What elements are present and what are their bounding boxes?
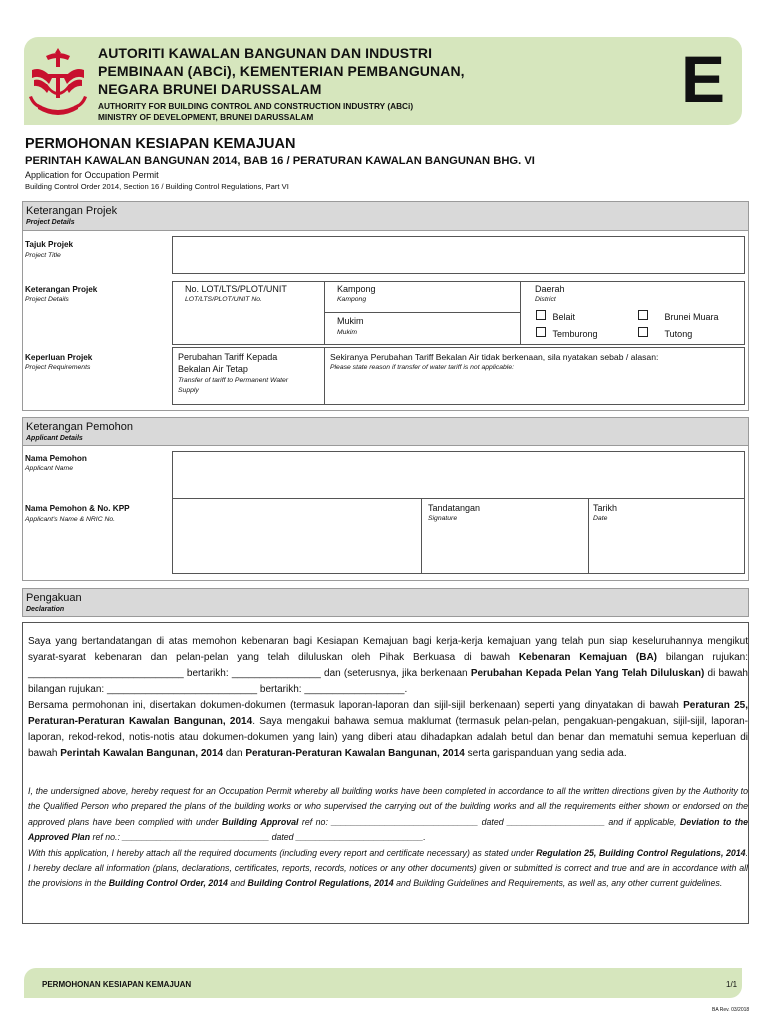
signature-label: Tandatangan	[428, 503, 481, 513]
decl-en-bold-5: Building Control Regulations, 2014	[247, 878, 394, 889]
decl-ms-text-1: Saya yang bertandatangan di atas memohon kebenaran bagi Kesiapan Kemajuan bagi kerja-kerja kemajuan yang telah pun siap keseluruhannya mengikut syarat-syarat kebenaran dan pelan-pelan yang telah diluluskan oleh Pihak Berkuasa di bawah	[28, 636, 748, 663]
decl-en-text-7: and Building Guidelines and Requirements, as well as, any other current guidelines.	[393, 878, 723, 889]
declaration-section-header	[22, 588, 749, 617]
project-details-label: Keterangan Projek	[25, 285, 98, 294]
decl-ms-text-5: . Saya mengakui bahawa semua maklumat (termasuk pelan-pelan, pengakuan-pengakuan, sijil-sijil, laporan-laporan, rekod-rekod, notis-notis atau dokumen-dokumen yang lain) yang diberi atau dihadapkan adalah betul dan benar dan mematuhi semua keperluan di bawah	[28, 716, 748, 759]
footer-revision: BA Rev. 03/2018	[712, 1007, 750, 1013]
header-subtitle	[98, 101, 413, 123]
form-subtitle: PERINTAH KAWALAN BANGUNAN 2014, BAB 16 / PERATURAN KAWALAN BANGUNAN BHG. VI	[25, 155, 535, 167]
decl-ms-bold-1: Kebenaran Kemajuan (BA)	[518, 652, 658, 663]
applicant-section-title: Keterangan Pemohon	[26, 421, 134, 433]
declaration-section-subtitle: Declaration	[26, 606, 65, 613]
checkbox-tutong[interactable]	[638, 327, 648, 337]
kampong-label-en: Kampong	[337, 296, 367, 303]
tariff-label	[178, 351, 324, 375]
project-req-label: Keperluan Projek	[25, 353, 93, 362]
checkbox-belait[interactable]	[536, 310, 546, 320]
project-section-title: Keterangan Projek	[26, 205, 118, 217]
district-option-tutong[interactable]	[638, 327, 692, 339]
declaration-malay-text	[28, 634, 748, 762]
signature-field[interactable]	[421, 498, 589, 574]
decl-en-text-1: I, the undersigned above, hereby request for an Occupation Permit whereby all building works have been completed in accordance to all the written directions given by the Authority to the Qualified Person who prepared the plans of the building works or who supervised the carrying out of the building works and all the requirements either shown or endorsed on the approved plans have been complied with under	[28, 786, 748, 827]
project-title-input[interactable]	[172, 236, 745, 274]
decl-ms-bold-3: Peraturan 25, Peraturan-Peraturan Kawalan Bangunan, 2014	[28, 700, 748, 727]
tariff-reason-label: Sekiranya Perubahan Tariff Bekalan Air tidak berkenaan, sila nyatakan sebab / alasan:	[330, 352, 659, 362]
tariff-reason-label-en: Please state reason if transfer of water tariff is not applicable:	[330, 364, 514, 371]
decl-ms-text-3: di bawah bilangan rujukan: ___________________________ bertarikh: __________________.	[28, 668, 748, 695]
decl-en-bold-3: Regulation 25, Building Control Regulations, 2014	[536, 847, 746, 858]
decl-en-text-2: ref no: ______________________________ dated ____________________ and if applicable,	[298, 816, 680, 827]
tariff-label-line2: Bekalan Air Tetap	[178, 364, 248, 374]
lot-number-label: No. LOT/LTS/PLOT/UNIT	[185, 284, 287, 294]
decl-en-text-6: and	[227, 878, 248, 889]
date-label: Tarikh	[593, 503, 618, 513]
checkbox-brunei-muara[interactable]	[638, 310, 648, 320]
footer-page-number: 1/1	[726, 980, 738, 989]
decl-en-bold-4: Building Control Order, 2014	[108, 878, 228, 889]
district-tutong-label: Tutong	[664, 329, 693, 339]
form-application-type: Application for Occupation Permit	[25, 170, 159, 180]
tariff-label-en-line1: Transfer of tariff to Permanent Water	[178, 377, 289, 384]
project-section-subtitle: Project Details	[26, 219, 75, 226]
decl-en-bold-1: Building Approval	[222, 816, 299, 827]
decl-en-bold-2: Deviation to the Approved Plan	[28, 816, 748, 843]
project-details-label-en: Project Details	[25, 296, 69, 303]
declaration-english-text	[28, 784, 748, 892]
applicant-kpp-input[interactable]	[172, 498, 422, 574]
tariff-transfer-field[interactable]	[172, 347, 325, 405]
header-title-line3: NEGARA BRUNEI DARUSSALAM	[98, 81, 322, 97]
decl-ms-text-7: serta garispanduan yang sedia ada.	[464, 748, 627, 759]
form-title: PERMOHONAN KESIAPAN KEMAJUAN	[25, 136, 296, 152]
project-section-header	[22, 201, 749, 231]
applicant-name-input[interactable]	[172, 451, 745, 499]
district-option-belait[interactable]	[536, 310, 575, 322]
form-order-reference: Building Control Order 2014, Section 16 / Building Control Regulations, Part VI	[25, 182, 289, 191]
signature-label-en: Signature	[428, 515, 458, 522]
lot-number-field[interactable]	[172, 281, 325, 345]
decl-en-text-4: With this application, I hereby attach all the required documents (including every report and certificate necessary) as stated under	[28, 847, 537, 858]
kampong-field[interactable]	[324, 281, 521, 313]
decl-ms-text-4: Bersama permohonan ini, disertakan dokumen-dokumen (termasuk laporan-laporan dan sijil-sijil berkenaan) seperti yang dinyatakan di bawah	[28, 700, 684, 711]
district-temburong-label: Temburong	[552, 329, 598, 339]
mukim-field[interactable]	[324, 312, 521, 345]
decl-ms-bold-5: Peraturan-Peraturan Kawalan Bangunan, 2014	[245, 748, 465, 759]
header-title-line1: AUTORITI KAWALAN BANGUNAN DAN INDUSTRI	[98, 45, 433, 61]
header-sub-line2: MINISTRY OF DEVELOPMENT, BRUNEI DARUSSALAM	[98, 112, 314, 122]
project-req-label-en: Project Requirements	[25, 364, 91, 371]
decl-en-text-3: ref no.: ______________________________ dated __________________________.	[90, 832, 426, 843]
header-title	[98, 44, 465, 98]
district-label: Daerah	[535, 284, 565, 294]
district-option-brunei-muara[interactable]	[638, 310, 719, 322]
footer-title: PERMOHONAN KESIAPAN KEMAJUAN	[42, 980, 192, 989]
tariff-reason-field[interactable]	[324, 347, 745, 405]
header-title-line2: PEMBINAAN (ABCi), KEMENTERIAN PEMBANGUNAN,	[98, 63, 465, 79]
applicant-name-label: Nama Pemohon	[25, 454, 87, 463]
district-option-temburong[interactable]	[536, 327, 598, 339]
date-label-en: Date	[593, 515, 608, 522]
header-sub-line1: AUTHORITY FOR BUILDING CONTROL AND CONSTRUCTION INDUSTRY (ABCi)	[98, 101, 414, 111]
mukim-label-en: Mukim	[337, 329, 358, 336]
decl-en-text-5: . I hereby declare all information (plans, declarations, certificates, reports, records, notices or any other documents) given or submitted is correct and true and are in accordance with all the provisions in the	[28, 847, 749, 889]
project-title-label: Tajuk Projek	[25, 240, 74, 249]
applicant-kpp-label-en: Applicant's Name & NRIC No.	[25, 516, 116, 523]
decl-ms-text-6: dan	[223, 748, 246, 759]
decl-ms-bold-2: Perubahan Kepada Pelan Yang Telah Diluluskan)	[470, 668, 705, 679]
district-brunei-muara-label: Brunei Muara	[664, 312, 719, 322]
tariff-label-en-line2: Supply	[178, 387, 199, 394]
tariff-label-en	[178, 376, 324, 396]
declaration-section-title: Pengakuan	[26, 592, 82, 604]
decl-ms-text-2: bilangan rujukan: ____________________________ bertarikh: ________________ dan (seterusnya, jika berkenaan	[28, 652, 748, 679]
district-label-en: District	[535, 296, 556, 303]
lot-number-label-en: LOT/LTS/PLOT/UNIT No.	[185, 296, 262, 303]
applicant-section-header	[22, 417, 749, 446]
date-field[interactable]	[588, 498, 745, 574]
applicant-section-subtitle: Applicant Details	[26, 435, 83, 442]
brunei-crest-icon	[28, 44, 88, 120]
decl-ms-bold-4: Perintah Kawalan Bangunan, 2014	[60, 748, 224, 759]
district-belait-label: Belait	[552, 312, 576, 322]
applicant-kpp-label: Nama Pemohon & No. KPP	[25, 504, 130, 513]
checkbox-temburong[interactable]	[536, 327, 546, 337]
applicant-name-label-en: Applicant Name	[25, 465, 73, 472]
project-title-label-en: Project Title	[25, 252, 61, 259]
kampong-label: Kampong	[337, 284, 376, 294]
tariff-label-line1: Perubahan Tariff Kepada	[178, 352, 278, 362]
form-letter: E	[681, 42, 726, 116]
mukim-label: Mukim	[337, 316, 364, 326]
